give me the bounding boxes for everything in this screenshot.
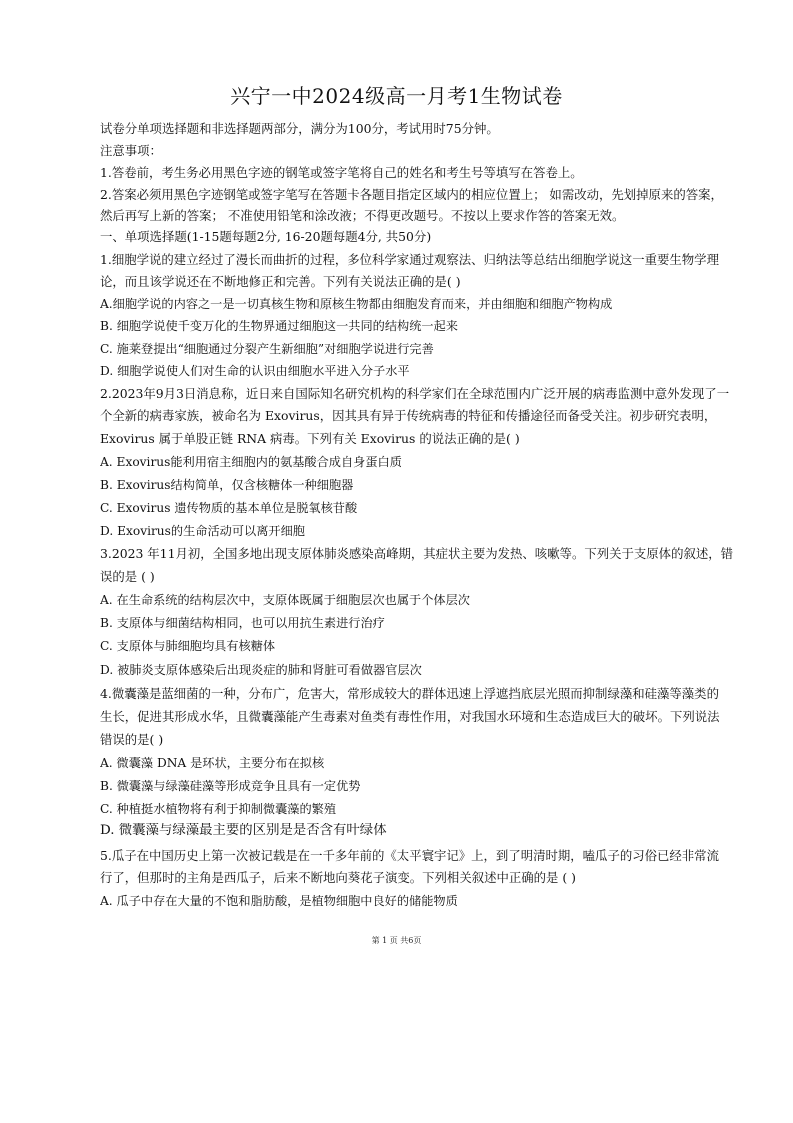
page-number-footer: 第 1 页 共6页 xyxy=(371,936,422,945)
question-1-option-d: D. 细胞学说使人们对生命的认识由细胞水平进入分子水平 xyxy=(100,364,410,378)
question-1-option-a: A.细胞学说的内容之一是一切真核生物和原核生物都由细胞发育而来，并由细胞和细胞产物构成 xyxy=(100,297,613,311)
notice-item-2-line-2: 然后再写上新的答案； 不准使用铅笔和涂改液；不得更改题号。不按以上要求作答的答案无效。 xyxy=(100,208,625,223)
question-4-option-d: D. 微囊藻与绿藻最主要的区别是是否含有叶绿体 xyxy=(100,823,387,838)
question-4-option-a: A. 微囊藻 DNA 是环状，主要分布在拟核 xyxy=(100,756,325,770)
section-heading: 一、单项选择题(1-15题每题2分, 16-20题每题4分, 共50分) xyxy=(100,229,432,244)
question-1-stem-line-1: 1.细胞学说的建立经过了漫长而曲折的过程，多位科学家通过观察法、归纳法等总结出细胞学说这一重要生物学理 xyxy=(100,252,719,267)
question-5-stem-line-1: 5.瓜子在中国历史上第一次被记载是在一千多年前的《太平寰宇记》上，到了明清时期，嗑瓜子的习俗已经非常流 xyxy=(100,848,719,863)
notice-item-2-line-1: 2.答案必须用黑色字迹钢笔或签字笔写在答题卡各题目指定区域内的相应位置上； 如需改动，先划掉原来的答案， xyxy=(100,187,723,202)
question-2-option-d: D. Exovirus的生命活动可以离开细胞 xyxy=(100,524,305,538)
question-4-stem-line-3: 错误的是( ) xyxy=(100,732,164,747)
notice-heading: 注意事项： xyxy=(100,143,162,158)
page-title: 兴宁一中2024级高一月考1生物试卷 xyxy=(230,84,563,108)
question-1-stem-line-2: 论，而且该学说还在不断地修正和完善。下列有关说法正确的是( ) xyxy=(100,274,461,289)
question-3-option-a: A. 在生命系统的结构层次中，支原体既属于细胞层次也属于个体层次 xyxy=(100,593,470,607)
question-2-stem-line-2: 个全新的病毒家族，被命名为 Exovirus，因其具有异于传统病毒的特征和传播途径而备受关注。初步研究表明， xyxy=(100,408,717,423)
question-2-option-a: A. Exovirus能利用宿主细胞内的氨基酸合成自身蛋白质 xyxy=(100,455,402,469)
question-3-option-c: C. 支原体与肺细胞均具有核糖体 xyxy=(100,639,276,653)
question-1-option-c: C. 施莱登提出“细胞通过分裂产生新细胞”对细胞学说进行完善 xyxy=(100,342,434,356)
question-3-option-b: B. 支原体与细菌结构相同，也可以用抗生素进行治疗 xyxy=(100,616,385,630)
question-4-option-b: B. 微囊藻与绿藻硅藻等形成竞争且具有一定优势 xyxy=(100,779,361,793)
question-2-option-b: B. Exovirus结构简单，仅含核糖体一种细胞器 xyxy=(100,478,354,492)
question-4-stem-line-1: 4.微囊藻是蓝细菌的一种，分布广，危害大，常形成较大的群体迅速上浮遮挡底层光照而抑制绿藻和硅藻等藻类的 xyxy=(100,686,719,701)
notice-item-1: 1.答卷前，考生务必用黑色字迹的钢笔或签字笔将自己的姓名和考生号等填写在答卷上。 xyxy=(100,165,583,180)
question-2-stem-line-3: Exovirus 属于单股正链 RNA 病毒。下列有关 Exovirus 的说法正确的是( ) xyxy=(100,431,520,446)
question-4-stem-line-2: 生长，促进其形成水华，且微囊藻能产生毒素对鱼类有毒性作用，对我国水环境和生态造成巨大的破坏。下列说法 xyxy=(100,709,720,724)
question-3-stem-line-2: 误的是 ( ) xyxy=(100,569,155,584)
question-2-option-c: C. Exovirus 遗传物质的基本单位是脱氧核苷酸 xyxy=(100,501,358,515)
question-2-stem-line-1: 2.2023年9月3日消息称，近日来自国际知名研究机构的科学家们在全球范围内广泛开展的病毒监测中意外发现了一 xyxy=(100,386,730,401)
question-3-option-d: D. 被肺炎支原体感染后出现炎症的肺和肾脏可看做器官层次 xyxy=(100,663,422,677)
question-5-stem-line-2: 行了，但那时的主角是西瓜子，后来不断地向葵花子演变。下列相关叙述中正确的是 ( ) xyxy=(100,870,576,885)
question-5-option-a: A. 瓜子中存在大量的不饱和脂肪酸，是植物细胞中良好的储能物质 xyxy=(100,894,458,908)
question-1-option-b: B. 细胞学说使千变万化的生物界通过细胞这一共同的结构统一起来 xyxy=(100,319,458,333)
exam-info-text: 试卷分单项选择题和非选择题两部分，满分为100分，考试用时75分钟。 xyxy=(100,121,499,136)
question-4-option-c: C. 种植挺水植物将有利于抑制微囊藻的繁殖 xyxy=(100,802,337,816)
question-3-stem-line-1: 3.2023 年11月初，全国多地出现支原体肺炎感染高峰期，其症状主要为发热、咳嗽等。下列关于支原体的叙述，错 xyxy=(100,546,734,561)
